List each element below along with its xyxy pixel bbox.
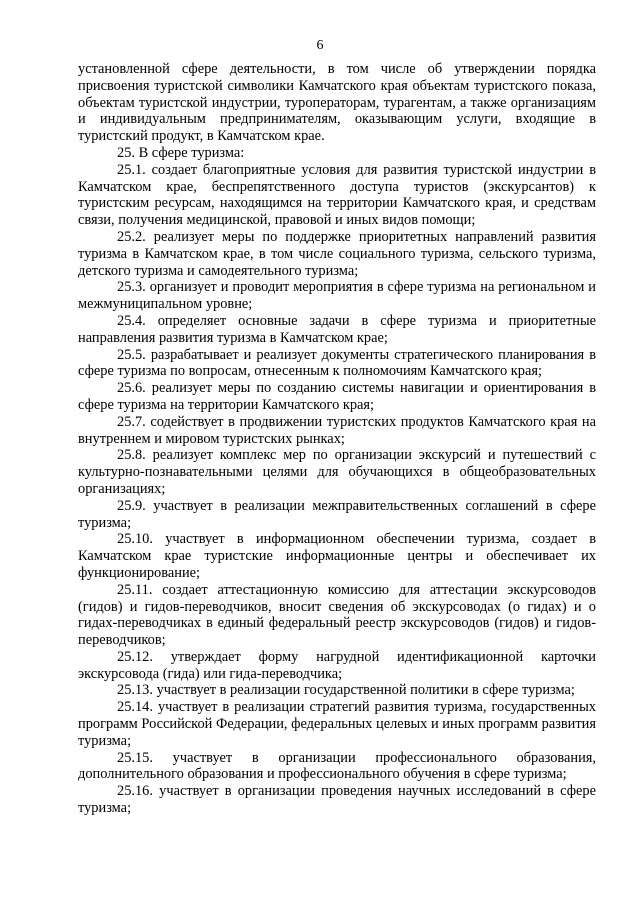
paragraph-25-9: 25.9. участвует в реализации межправительственных соглашений в сфере туризма; <box>78 497 596 531</box>
page-number: 6 <box>316 38 324 53</box>
paragraph-25-5: 25.5. разрабатывает и реализует документы стратегического планирования в сфере туризма по вопросам, отнесенным к полномочиям Камчатского края; <box>78 346 596 380</box>
paragraph-25-16: 25.16. участвует в организации проведения научных исследований в сфере туризма; <box>78 783 596 817</box>
paragraph-25-13: 25.13. участвует в реализации государственной политики в сфере туризма; <box>117 682 575 699</box>
paragraph-25-14: 25.14. участвует в реализации стратегий развития туризма, государственных программ Российской Федерации, федеральных целевых и иных программ развития туризма; <box>78 699 596 749</box>
paragraph-25-11: 25.11. создает аттестационную комиссию для аттестации экскурсоводов (гидов) и гидов-переводчиков, вносит сведения об экскурсоводах (о гидах) и о гидах-переводчиках в единый федеральный реестр экскурсоводов (гидов) и гидов-переводчиков; <box>78 581 596 649</box>
paragraph-25-7: 25.7. содействует в продвижении туристских продуктов Камчатского края на внутреннем и мировом туристских рынках; <box>78 413 596 447</box>
paragraph-25-3: 25.3. организует и проводит мероприятия в сфере туризма на региональном и межмуниципальном уровне; <box>78 279 596 313</box>
paragraph-25-15: 25.15. участвует в организации профессионального образования, дополнительного образования и профессионального обучения в сфере туризма; <box>78 749 596 783</box>
paragraph-25-6: 25.6. реализует меры по созданию системы навигации и ориентирования в сфере туризма на территории Камчатского края; <box>78 380 596 413</box>
section-heading: 25. В сфере туризма: <box>117 144 245 161</box>
intro-paragraph: установленной сфере деятельности, в том числе об утверждении порядка присвоения туристской символики Камчатского края объектам туристского показа, объектам туристской индустрии, туроператорам, турагентам, а также организациям и индивидуальным предпринимателям, оказывающим услуги, входящие в туристский продукт, в Камчатском крае. <box>78 61 596 145</box>
paragraph-25-2: 25.2. реализует меры по поддержке приоритетных направлений развития туризма в Камчатском крае, в том числе социального туризма, сельского туризма, детского туризма и самодеятельного туризма; <box>78 228 596 279</box>
paragraph-25-1: 25.1. создает благоприятные условия для развития туристской индустрии в Камчатском крае, беспрепятственного доступа туристов (экскурсантов) к туристским ресурсам, находящимся на территории Камчатского края, и средствам связи, получения медицинской, правовой и иных видов помощи; <box>78 161 596 229</box>
paragraph-25-10: 25.10. участвует в информационном обеспечении туризма, создает в Камчатском крае туристские информационные центры и обеспечивает их функционирование; <box>78 531 596 581</box>
paragraph-25-4: 25.4. определяет основные задачи в сфере туризма и приоритетные направления развития туризма в Камчатском крае; <box>78 312 596 346</box>
paragraph-25-8: 25.8. реализует комплекс мер по организации экскурсий и путешествий с культурно-познавательными целями для обучающихся в общеобразовательных организациях; <box>78 447 596 497</box>
paragraph-25-12: 25.12. утверждает форму нагрудной идентификационной карточки экскурсовода (гида) или гида-переводчика; <box>78 648 596 682</box>
body-text <box>78 61 596 817</box>
